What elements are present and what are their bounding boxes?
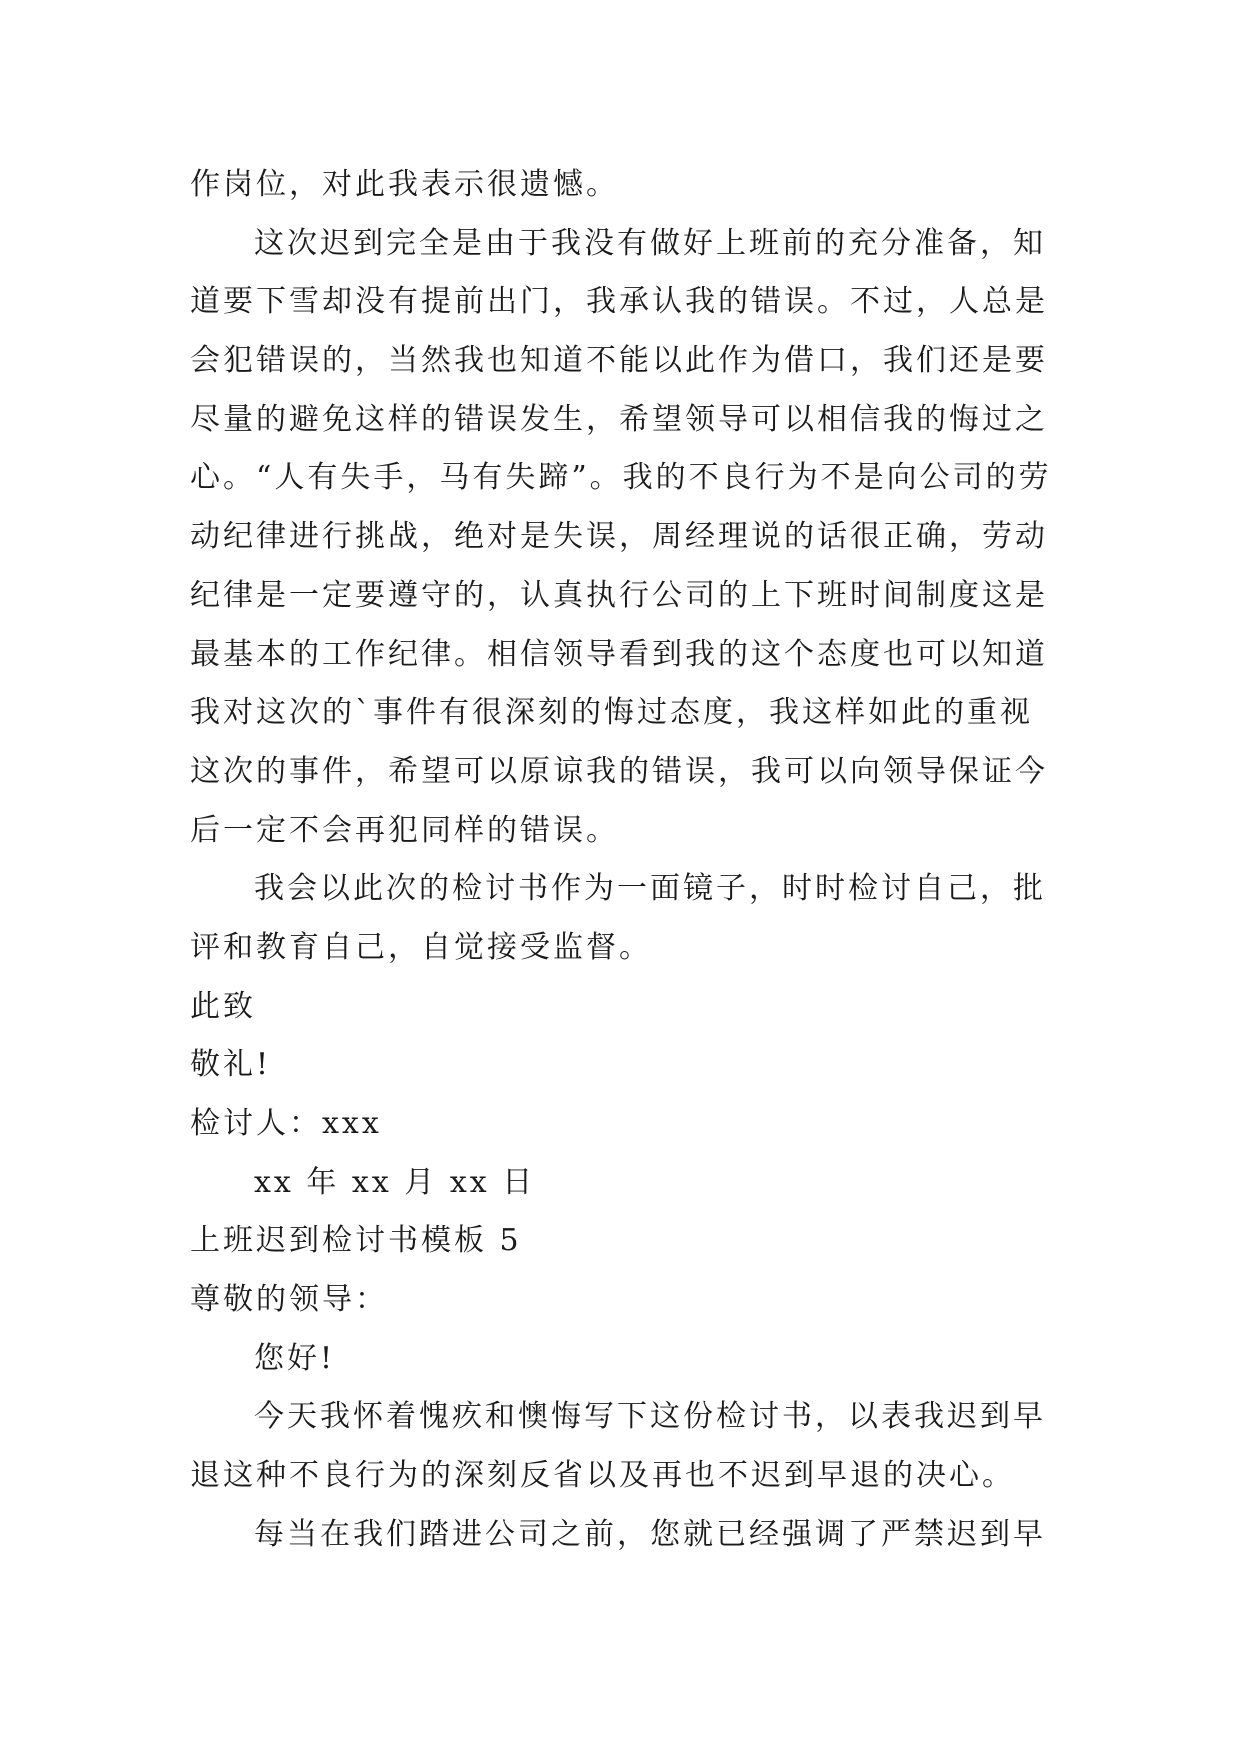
text-line: 尊敬的领导： xyxy=(190,1282,388,1318)
document-body xyxy=(190,156,1050,1565)
text-line: 我对这次的`事件有很深刻的悔过态度，我这样如此的重视 xyxy=(190,695,1033,731)
text-line: 会犯错误的，当然我也知道不能以此作为借口，我们还是要 xyxy=(190,343,1048,379)
text-line: xx 年 xx 月 xx 日 xyxy=(254,1164,536,1200)
text-line: 退这种不良行为的深刻反省以及再也不迟到早退的决心。 xyxy=(190,1458,1015,1494)
text-line: 尽量的避免这样的错误发生，希望领导可以相信我的悔过之 xyxy=(190,401,1048,437)
text-line: 检讨人：xxx xyxy=(190,1106,382,1141)
text-line: 今天我怀着愧疚和懊悔写下这份检讨书，以表我迟到早 xyxy=(254,1399,1046,1435)
text-line: 纪律是一定要遵守的，认真执行公司的上下班时间制度这是 xyxy=(190,577,1048,613)
text-line: 最基本的工作纪律。相信领导看到我的这个态度也可以知道 xyxy=(190,636,1048,672)
text-line: 动纪律进行挑战，绝对是失误，周经理说的话很正确，劳动 xyxy=(190,519,1048,555)
text-line: 道要下雪却没有提前出门，我承认我的错误。不过，人总是 xyxy=(190,284,1048,320)
text-line: 您好! xyxy=(254,1340,336,1376)
text-line: 作岗位，对此我表示很遗憾。 xyxy=(190,167,619,202)
text-line: 评和教育自己，自觉接受监督。 xyxy=(190,929,652,965)
text-line: 我会以此次的检讨书作为一面镜子，时时检讨自己，批 xyxy=(254,871,1046,907)
text-line: 上班迟到检讨书模板 5 xyxy=(190,1223,522,1259)
text-line: 后一定不会再犯同样的错误。 xyxy=(190,812,619,848)
text-line: 每当在我们踏进公司之前，您就已经强调了严禁迟到早 xyxy=(254,1516,1046,1552)
text-line: 这次迟到完全是由于我没有做好上班前的充分准备，知 xyxy=(254,225,1046,261)
text-line: 敬礼! xyxy=(190,1047,272,1083)
text-line: 这次的事件，希望可以原谅我的错误，我可以向领导保证今 xyxy=(190,753,1048,789)
text-line: 此致 xyxy=(190,988,256,1024)
text-line: 心。“人有失手，马有失蹄”。我的不良行为不是向公司的劳 xyxy=(190,460,1052,496)
